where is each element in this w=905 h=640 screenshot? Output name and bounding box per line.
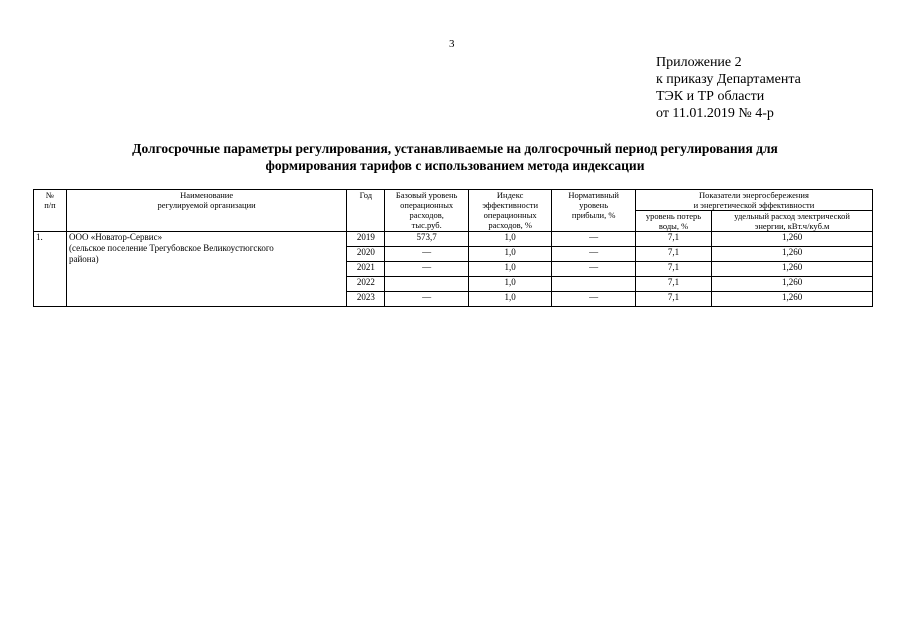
- cell-water-losses: 7,1: [635, 292, 711, 307]
- title-line: Долгосрочные параметры регулирования, устанавливаемые на долгосрочный период регулирования для: [132, 141, 778, 156]
- cell-water-losses: 7,1: [635, 262, 711, 277]
- appendix-line: к приказу Департамента: [656, 72, 801, 87]
- header-number: № п/п: [34, 190, 67, 232]
- title-line: формирования тарифов с использованием метода индексации: [265, 158, 645, 173]
- cell-efficiency-index: 1,0: [468, 277, 551, 292]
- cell-electricity-consumption: 1,260: [712, 232, 873, 247]
- cell-profit-level: —: [552, 262, 635, 277]
- cell-electricity-consumption: 1,260: [712, 247, 873, 262]
- document-title: [60, 140, 850, 174]
- cell-base-costs: [385, 277, 468, 292]
- header-efficiency-index: Индекс эффективности операционных расходов, %: [468, 190, 551, 232]
- organization-name: ООО «Новатор-Сервис» (сельское поселение Трегубовское Великоустюгского района): [66, 232, 346, 307]
- header-row: [34, 190, 873, 211]
- header-base-costs: Базовый уровень операционных расходов, тыс.руб.: [385, 190, 468, 232]
- cell-profit-level: —: [552, 292, 635, 307]
- header-electricity-consumption: удельный расход электрической энергии, кВт.ч/куб.м: [712, 211, 873, 232]
- cell-base-costs: —: [385, 292, 468, 307]
- cell-base-costs: —: [385, 262, 468, 277]
- header-organization: Наименование регулируемой организации: [66, 190, 346, 232]
- cell-efficiency-index: 1,0: [468, 232, 551, 247]
- cell-profit-level: [552, 277, 635, 292]
- table-row: [34, 232, 873, 247]
- cell-efficiency-index: 1,0: [468, 262, 551, 277]
- appendix-line: от 11.01.2019 № 4-р: [656, 106, 774, 121]
- header-year: Год: [347, 190, 385, 232]
- cell-electricity-consumption: 1,260: [712, 262, 873, 277]
- cell-electricity-consumption: 1,260: [712, 277, 873, 292]
- cell-year: 2023: [347, 292, 385, 307]
- cell-water-losses: 7,1: [635, 277, 711, 292]
- appendix-line: ТЭК и ТР области: [656, 89, 765, 104]
- cell-profit-level: —: [552, 247, 635, 262]
- cell-year: 2020: [347, 247, 385, 262]
- cell-year: 2021: [347, 262, 385, 277]
- cell-water-losses: 7,1: [635, 247, 711, 262]
- cell-profit-level: —: [552, 232, 635, 247]
- cell-electricity-consumption: 1,260: [712, 292, 873, 307]
- cell-year: 2022: [347, 277, 385, 292]
- cell-water-losses: 7,1: [635, 232, 711, 247]
- parameters-table: [33, 189, 873, 307]
- appendix-reference: [656, 54, 801, 122]
- cell-base-costs: —: [385, 247, 468, 262]
- row-number: 1.: [34, 232, 67, 307]
- page-number: 3: [449, 38, 455, 50]
- header-water-losses: уровень потерь воды, %: [635, 211, 711, 232]
- cell-efficiency-index: 1,0: [468, 292, 551, 307]
- cell-year: 2019: [347, 232, 385, 247]
- cell-base-costs: 573,7: [385, 232, 468, 247]
- header-profit-level: Нормативный уровень прибыли, %: [552, 190, 635, 232]
- cell-efficiency-index: 1,0: [468, 247, 551, 262]
- header-energy-indicators: Показатели энергосбережения и энергетической эффективности: [635, 190, 872, 211]
- appendix-line: Приложение 2: [656, 55, 742, 70]
